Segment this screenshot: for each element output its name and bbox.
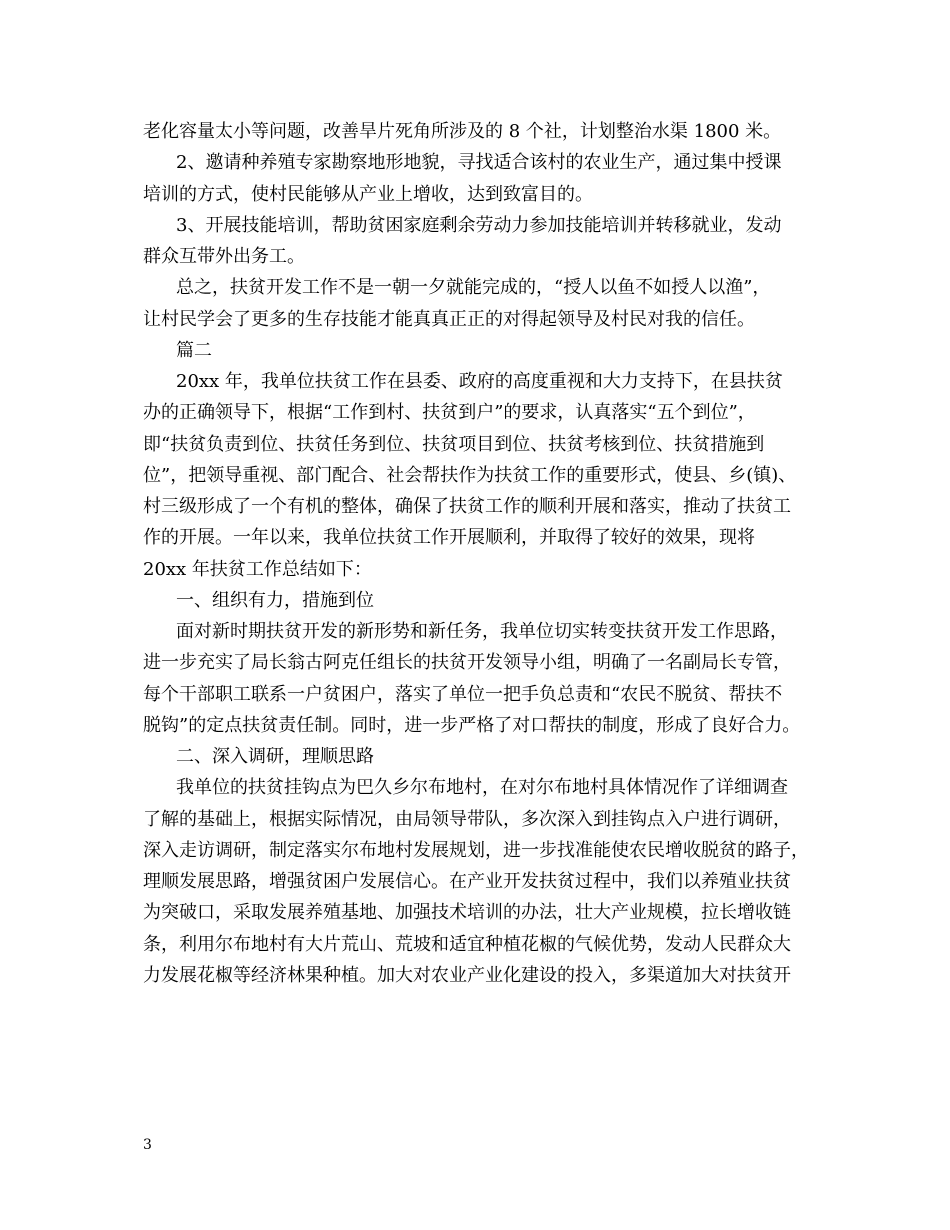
- text-line: 让村民学会了更多的生存技能才能真真正正的对得起领导及村民对我的信任。: [143, 308, 755, 330]
- text-line: 进一步充实了局长翁古阿克任组长的扶贫开发领导小组，明确了一名副局长专管，: [143, 652, 791, 674]
- text-line: 20xx 年，我单位扶贫工作在县委、政府的高度重视和大力支持下，在县扶贫: [176, 371, 783, 392]
- text-line: 作的开展。一年以来，我单位扶贫工作开展顺利，并取得了较好的效果，现将: [143, 527, 755, 549]
- text-line: 群众互带外出务工。: [143, 246, 305, 267]
- text-line: 我单位的扶贫挂钩点为巴久乡尔布地村，在对尔布地村具体情况作了详细调查: [176, 777, 788, 799]
- text-line: 脱钩”的定点扶贫责任制。同时，进一步严格了对口帮扶的制度，形成了良好合力。: [143, 714, 801, 736]
- text-line: 一、组织有力，措施到位: [176, 589, 374, 611]
- text-line: 每个干部职工联系一户贫困户，落实了单位一把手负总责和“农民不脱贫、帮扶不: [143, 683, 783, 705]
- text-line: 为突破口，采取发展养殖基地、加强技术培训的办法，壮大产业规模，拉长增收链: [143, 902, 791, 924]
- text-line: 位”，把领导重视、部门配合、社会帮扶作为扶贫工作的重要形式，使县、乡(镇)、: [143, 464, 797, 486]
- text-line: 老化容量太小等问题，改善旱片死角所涉及的 8 个社，计划整治水渠 1800 米。: [143, 121, 782, 142]
- text-line: 即“扶贫负责到位、扶贫任务到位、扶贫项目到位、扶贫考核到位、扶贫措施到: [143, 433, 765, 455]
- text-line: 深入走访调研，制定落实尔布地村发展规划，进一步找准能使农民增收脱贫的路子，: [143, 839, 809, 861]
- text-line: 村三级形成了一个有机的整体，确保了扶贫工作的顺利开展和落实，推动了扶贫工: [143, 496, 791, 517]
- text-line: 了解的基础上，根据实际情况，由局领导带队，多次深入到挂钩点入户进行调研，: [143, 808, 791, 830]
- text-line: 面对新时期扶贫开发的新形势和新任务，我单位切实转变扶贫开发工作思路，: [176, 621, 788, 642]
- text-line: 办的正确领导下，根据“工作到村、扶贫到户”的要求，认真落实“五个到位”，: [143, 402, 756, 424]
- text-line: 条，利用尔布地村有大片荒山、荒坡和适宜种植花椒的气候优势，发动人民群众大: [143, 933, 791, 955]
- text-line: 2、邀请种养殖专家勘察地形地貌，寻找适合该村的农业生产，通过集中授课: [176, 152, 782, 174]
- text-line: 二、深入调研，理顺思路: [176, 746, 374, 767]
- document-body: [143, 116, 823, 991]
- text-line: 20xx 年扶贫工作总结如下：: [143, 558, 372, 580]
- text-line: 3、开展技能培训，帮助贫困家庭剩余劳动力参加技能培训并转移就业，发动: [176, 214, 782, 236]
- text-line: 理顺发展思路，增强贫困户发展信心。在产业开发扶贫过程中，我们以养殖业扶贫: [143, 871, 791, 892]
- text-line: 篇二: [176, 339, 212, 361]
- text-line: 力发展花椒等经济林果种植。加大对农业产业化建设的投入，多渠道加大对扶贫开: [143, 964, 791, 986]
- page-number: 3: [143, 1137, 152, 1153]
- text-line: 总之，扶贫开发工作不是一朝一夕就能完成的，“授人以鱼不如授人以渔”，: [176, 277, 771, 299]
- text-line: 培训的方式，使村民能够从产业上增收，达到致富目的。: [143, 183, 593, 205]
